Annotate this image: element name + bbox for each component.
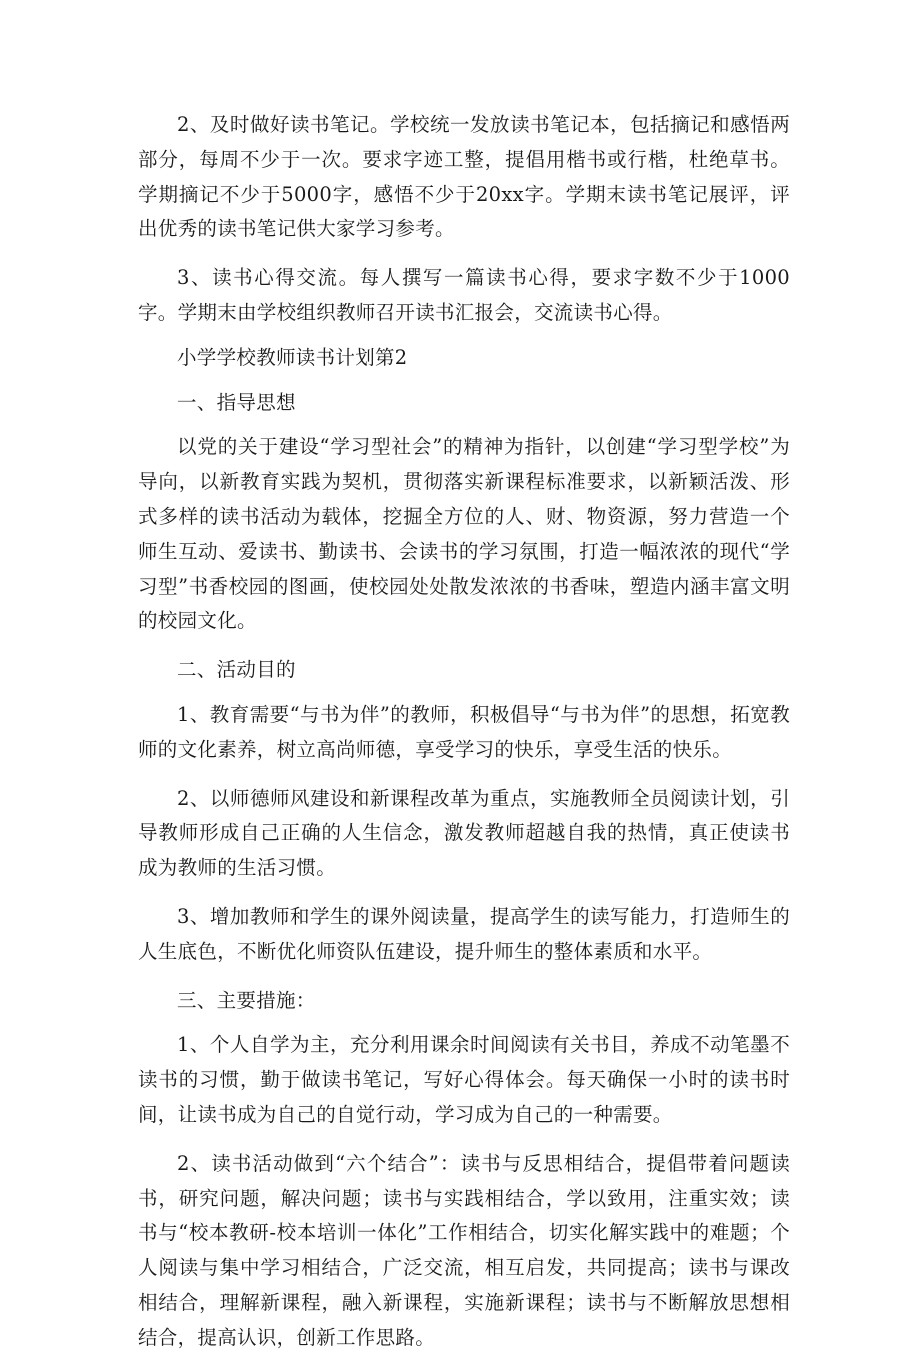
- paragraph-reading-exchange: 3、读书心得交流。每人撰写一篇读书心得，要求字数不少于1000字。学期末由学校组织教师召开读书汇报会，交流读书心得。: [138, 266, 790, 324]
- paragraph-purpose-3: 3、增加教师和学生的课外阅读量，提高学生的读写能力，打造师生的人生底色，不断优化师资队伍建设，提升师生的整体素质和水平。: [138, 904, 790, 963]
- paragraph-purpose-2: 2、以师德师风建设和新课程改革为重点，实施教师全员阅读计划，引导教师形成自己正确的人生信念，激发教师超越自我的热情，真正使读书成为教师的生活习惯。: [138, 786, 790, 880]
- heading-activity-purpose: 二、活动目的: [177, 658, 296, 682]
- paragraph-purpose-1: 1、教育需要“与书为伴”的教师，积极倡导“与书为伴”的思想，拓宽教师的文化素养，树立高尚师德，享受学习的快乐，享受生活的快乐。: [138, 702, 790, 761]
- heading-main-measures: 三、主要措施：: [177, 988, 316, 1012]
- heading-guiding-ideology: 一、指导思想: [177, 390, 296, 414]
- paragraph-measure-1: 1、个人自学为主，充分利用课余时间阅读有关书目，养成不动笔墨不读书的习惯，勤于做读书笔记，写好心得体会。每天确保一小时的读书时间，让读书成为自己的自觉行动，学习成为自己的一种需要。: [138, 1033, 790, 1126]
- section-title-plan-2: 小学学校教师读书计划第2: [177, 345, 408, 369]
- document-page: [138, 108, 790, 1356]
- paragraph-guiding-ideology: 以党的关于建设“学习型社会”的精神为指针，以创建“学习型学校”为导向，以新教育实践为契机，贯彻落实新课程标准要求，以新颖活泼、形式多样的读书活动为载体，挖掘全方位的人、财、物资源，努力营造一个师生互动、爱读书、勤读书、会读书的学习氛围，打造一幅浓浓的现代“学习型”书香校园的图画，使校园处处散发浓浓的书香味，塑造内涵丰富文明的校园文化。: [138, 435, 790, 633]
- paragraph-reading-notes: 2、及时做好读书笔记。学校统一发放读书笔记本，包括摘记和感悟两部分，每周不少于一次。要求字迹工整，提倡用楷书或行楷，杜绝草书。学期摘记不少于5000字，感悟不少于20xx字。学期末读书笔记展评，评出优秀的读书笔记供大家学习参考。: [138, 113, 790, 241]
- paragraph-measure-2: 2、读书活动做到“六个结合”：读书与反思相结合，提倡带着问题读书，研究问题，解决问题；读书与实践相结合，学以致用，注重实效；读书与“校本教研-校本培训一体化”工作相结合，切实化解实践中的难题；个人阅读与集中学习相结合，广泛交流，相互启发，共同提高；读书与课改相结合，理解新课程，融入新课程，实施新课程；读书与不断解放思想相结合，提高认识，创新工作思路。: [138, 1151, 790, 1349]
